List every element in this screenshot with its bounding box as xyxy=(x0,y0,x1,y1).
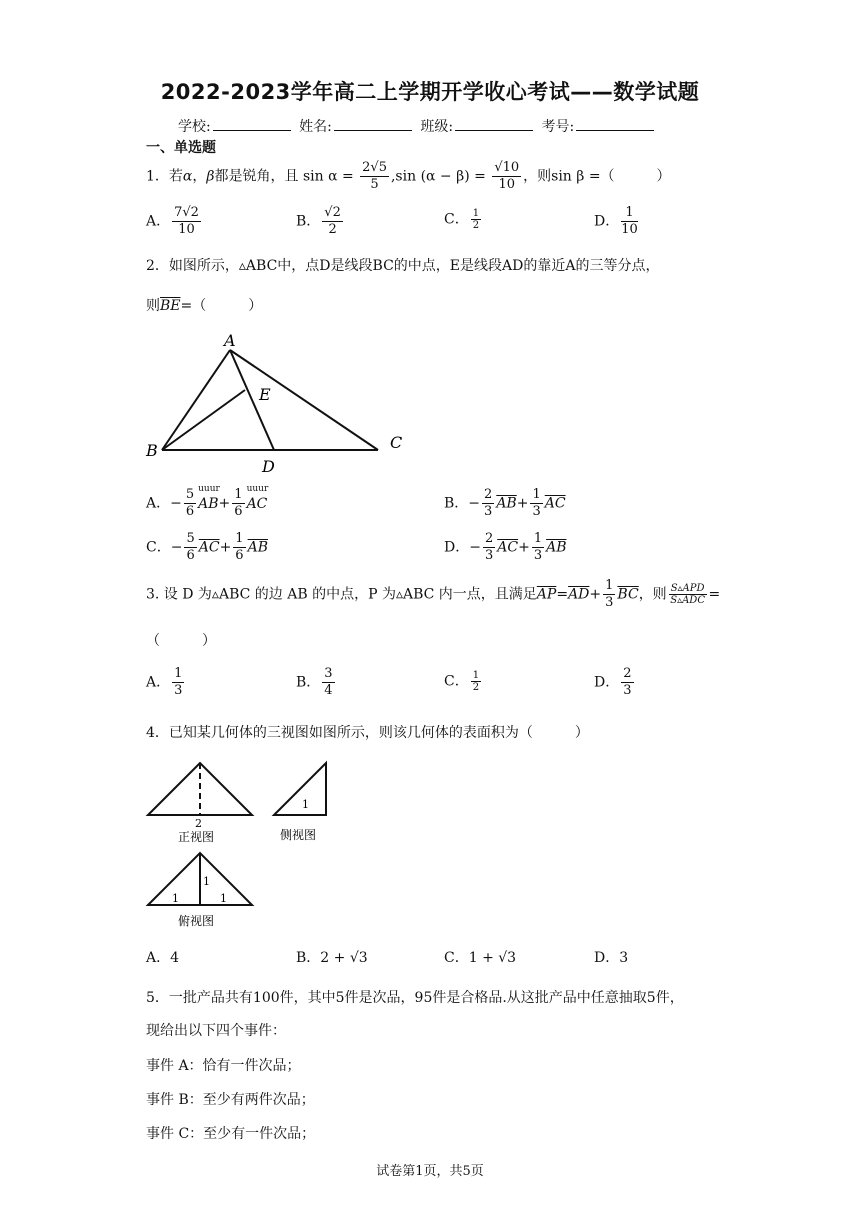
option-value: 3 xyxy=(619,950,629,966)
question-1 xyxy=(146,160,671,193)
side-view-label: 侧视图 xyxy=(280,828,317,842)
option-den: 2 xyxy=(328,222,337,237)
coef-num: 1 xyxy=(605,578,614,593)
option-den: 2 xyxy=(472,220,480,231)
q1-option-d[interactable] xyxy=(594,205,640,238)
q1-sin-diff: ,sin (α − β) = xyxy=(390,168,486,185)
option-num: 1 xyxy=(174,666,183,681)
coef-den: 3 xyxy=(484,504,493,519)
coef-1 xyxy=(482,487,494,520)
q1-fraction-1 xyxy=(360,160,389,193)
q2-then: 则 xyxy=(146,298,160,314)
student-info-line xyxy=(178,116,658,136)
option-label: B． xyxy=(444,495,469,512)
vector-ac xyxy=(246,483,269,512)
class-label: 班级: xyxy=(420,119,454,135)
vector-ac: $\overline{AC}$ xyxy=(198,539,220,556)
coef-den: 6 xyxy=(185,504,195,519)
q3-equals: = xyxy=(556,586,569,603)
q3-plus: + xyxy=(589,586,602,603)
side-ab xyxy=(162,350,230,450)
question-4: 4．已知某几何体的三视图如图所示，则该几何体的表面积为（ ） xyxy=(146,725,589,741)
coef-den: 3 xyxy=(484,548,494,563)
q3-vector-ap: $\overline{AP}$ xyxy=(536,586,557,603)
option-fraction xyxy=(621,205,638,238)
coef-num: 5 xyxy=(186,531,195,546)
label-c: C xyxy=(390,433,403,452)
q2-answer-paren: =（ ） xyxy=(180,298,263,314)
label-e: E xyxy=(259,385,271,404)
label-b: B xyxy=(146,441,158,460)
q3-vector-bc: $\overline{BC}$ xyxy=(617,586,639,603)
q1-answer-paren: （ ） xyxy=(600,168,671,185)
coef-1 xyxy=(184,531,196,564)
coef-2 xyxy=(532,531,544,564)
side-dim-1: 1 xyxy=(302,798,309,811)
vector-ac: $\overline{AC}$ xyxy=(544,495,566,512)
q1-f2-den: 10 xyxy=(498,177,515,192)
option-den: 10 xyxy=(621,222,638,237)
option-label: D． xyxy=(444,539,470,556)
option-num: √2 xyxy=(324,205,341,220)
option-fraction xyxy=(172,205,201,238)
option-den: 4 xyxy=(324,683,333,698)
q1-fraction-2 xyxy=(492,160,521,193)
question-5-line-1: 5．一批产品共有100件，其中5件是次品，95件是合格品.从这批产品中任意抽取5件， xyxy=(146,990,684,1006)
option-fraction xyxy=(471,670,481,693)
coef-1 xyxy=(483,531,495,564)
coef-num: 1 xyxy=(235,531,244,546)
three-view-figure xyxy=(140,755,340,935)
q3-equals-2: = xyxy=(708,586,721,603)
q3-coef xyxy=(603,578,615,611)
vector-ab xyxy=(198,483,220,512)
id-label: 考号: xyxy=(541,119,575,135)
q1-f2-num: √10 xyxy=(494,160,520,175)
top-dim-1-vertical: 1 xyxy=(203,875,210,888)
option-label: B． xyxy=(296,674,321,691)
coef-den: 3 xyxy=(532,504,541,519)
id-field[interactable] xyxy=(576,120,654,131)
option-den: 2 xyxy=(472,682,480,693)
option-value: 2 + √3 xyxy=(320,950,368,966)
q2-option-b[interactable]: B．− $\frac{2}{3}$ $\overline{AB}+$ $\frac{1}{3}$ $\overline{AC}$ xyxy=(444,487,566,519)
operator: + xyxy=(518,539,530,556)
q2-option-a[interactable]: A．− $\frac{5}{6}$ uuur AB+ $\frac{1}{6}$ uuur AC xyxy=(146,483,269,519)
option-fraction xyxy=(172,666,184,699)
coef-num: 5 xyxy=(185,487,195,502)
q3-vector-ad: $\overline{AD}$ xyxy=(568,586,590,603)
option-label: D． xyxy=(594,950,620,966)
q3-area-ratio xyxy=(669,583,707,606)
option-num: 3 xyxy=(324,666,333,681)
q1-f1-den: 5 xyxy=(370,177,379,192)
q1-sin-beta: sin β = xyxy=(551,168,601,185)
q3-option-c[interactable] xyxy=(444,670,483,693)
question-2-line-1: 2．如图所示，▵ABC中，点D是线段BC的中点，E是线段AD的靠近A的三等分点， xyxy=(146,258,660,274)
option-label: C． xyxy=(444,211,469,228)
dim-2: 2 xyxy=(195,817,202,830)
coef-num: 1 xyxy=(533,531,543,546)
operator: + xyxy=(218,495,231,512)
option-label: C． xyxy=(444,673,469,690)
option-fraction xyxy=(471,208,481,231)
school-field[interactable] xyxy=(213,120,291,131)
option-den: 3 xyxy=(623,683,632,698)
option-num: 1 xyxy=(472,670,480,681)
q4-option-a[interactable] xyxy=(146,947,179,967)
event-c: 事件 C：至少有一件次品； xyxy=(146,1126,316,1142)
q1-f1-num: 2√5 xyxy=(362,160,387,175)
segment-be xyxy=(162,390,245,450)
q3-then: ，则 xyxy=(638,586,667,603)
option-den: 10 xyxy=(178,222,195,237)
vector-glyph: uuur xyxy=(198,483,220,494)
option-label: A． xyxy=(146,495,171,512)
q1-option-b[interactable] xyxy=(296,205,345,238)
q4-option-d[interactable] xyxy=(594,947,628,967)
option-fraction xyxy=(322,205,343,238)
side-view-triangle xyxy=(274,763,326,815)
q4-option-b[interactable] xyxy=(296,947,368,967)
q2-option-d[interactable]: D．− $\frac{2}{3}$ $\overline{AC}+$ $\frac{1}{3}$ $\overline{AB}$ xyxy=(444,531,567,563)
coef-den: 6 xyxy=(235,548,244,563)
q1-beta: β xyxy=(206,168,215,185)
q3-option-a[interactable] xyxy=(146,666,186,699)
q1-text-c: ，则 xyxy=(523,168,552,185)
exam-title: 2022-2023学年高二上学期开学收心考试——数学试题 xyxy=(160,80,700,104)
option-num: 2 xyxy=(623,666,632,681)
question-5-line-2: 现给出以下四个事件： xyxy=(146,1023,286,1039)
coef-num: 1 xyxy=(234,487,243,502)
q1-comma: ， xyxy=(192,168,207,185)
vector-ab: $\overline{AB}$ xyxy=(496,495,517,512)
operator: + xyxy=(219,539,232,556)
triangle-abc-figure xyxy=(140,330,420,475)
q1-sin-alpha: sin α = xyxy=(302,168,354,185)
q1-option-c[interactable] xyxy=(444,208,483,231)
option-label: D． xyxy=(594,674,620,691)
top-dim-1-left: 1 xyxy=(172,892,179,905)
option-label: A． xyxy=(146,213,171,230)
option-den: 3 xyxy=(174,683,183,698)
vector-glyph: uuur xyxy=(246,483,269,494)
option-value: 1 + √3 xyxy=(468,950,517,966)
coef-den: 6 xyxy=(234,504,243,519)
area-den: S▵ADC xyxy=(670,595,705,606)
section-heading: 一、单选题 xyxy=(146,140,216,156)
option-num: 1 xyxy=(472,208,480,219)
coef-den: 3 xyxy=(533,548,543,563)
coef-num: 2 xyxy=(484,531,494,546)
vector-ac: $\overline{AC}$ xyxy=(497,539,519,556)
option-fraction xyxy=(322,666,334,699)
area-num: S▵APD xyxy=(670,583,705,594)
event-b: 事件 B：至少有两件次品； xyxy=(146,1092,315,1108)
coef-den: 6 xyxy=(186,548,195,563)
q1-number: 1． xyxy=(146,168,169,185)
q4-option-c[interactable] xyxy=(444,947,516,967)
q1-text: 若 xyxy=(168,168,183,185)
school-label: 学校: xyxy=(178,119,211,135)
vector-ab: $\overline{AB}$ xyxy=(546,539,567,556)
option-label: D． xyxy=(594,213,620,230)
label-a: A xyxy=(224,331,236,350)
page-footer: 试卷第1页，共5页 xyxy=(376,1164,484,1179)
q3-text: 3. 设 D 为▵ABC 的边 AB 的中点，P 为▵ABC 内一点，且满足 xyxy=(146,586,537,603)
q1-alpha: α xyxy=(182,168,193,185)
front-view-label: 正视图 xyxy=(178,830,215,844)
class-field[interactable] xyxy=(455,120,533,131)
coef-den: 3 xyxy=(605,595,614,610)
option-label: A． xyxy=(146,950,171,966)
q2-option-c[interactable]: C．− $\frac{5}{6}$ $\overline{AC}+$ $\frac{1}{6}$ $\overline{AB}$ xyxy=(146,531,268,563)
top-dim-1-right: 1 xyxy=(220,892,227,905)
top-view-label: 俯视图 xyxy=(178,914,215,928)
coef-2 xyxy=(233,531,245,564)
option-label: C． xyxy=(146,539,171,556)
question-3 xyxy=(146,578,720,611)
vector-text: AB xyxy=(198,495,219,512)
event-a: 事件 A：恰有一件次品； xyxy=(146,1058,301,1074)
coef-1 xyxy=(184,487,196,520)
option-value: 4 xyxy=(170,950,180,966)
option-num: 7√2 xyxy=(174,205,199,220)
option-label: B． xyxy=(296,950,321,966)
q1-option-a[interactable] xyxy=(146,205,203,238)
q2-vector-be: $\overline{BE}$ xyxy=(160,298,181,314)
option-label: C． xyxy=(444,950,469,966)
option-fraction xyxy=(621,666,633,699)
option-num: 1 xyxy=(621,205,638,222)
q1-text-b: 都是锐角，且 xyxy=(214,168,299,185)
q3-option-d[interactable] xyxy=(594,666,636,699)
name-label: 姓名: xyxy=(299,119,332,135)
name-field[interactable] xyxy=(334,120,412,131)
coef-2 xyxy=(530,487,542,520)
operator: + xyxy=(516,495,529,512)
coef-2 xyxy=(232,487,244,520)
coef-num: 2 xyxy=(484,487,493,502)
option-label: A． xyxy=(146,674,171,691)
vector-ab: $\overline{AB}$ xyxy=(247,539,268,556)
q3-answer-paren: （ ） xyxy=(146,633,216,649)
vector-text: AC xyxy=(246,495,268,512)
option-label: B． xyxy=(296,213,321,230)
question-2-line-2 xyxy=(146,295,262,315)
q3-option-b[interactable] xyxy=(296,666,337,699)
label-d: D xyxy=(262,457,275,475)
coef-num: 1 xyxy=(532,487,541,502)
